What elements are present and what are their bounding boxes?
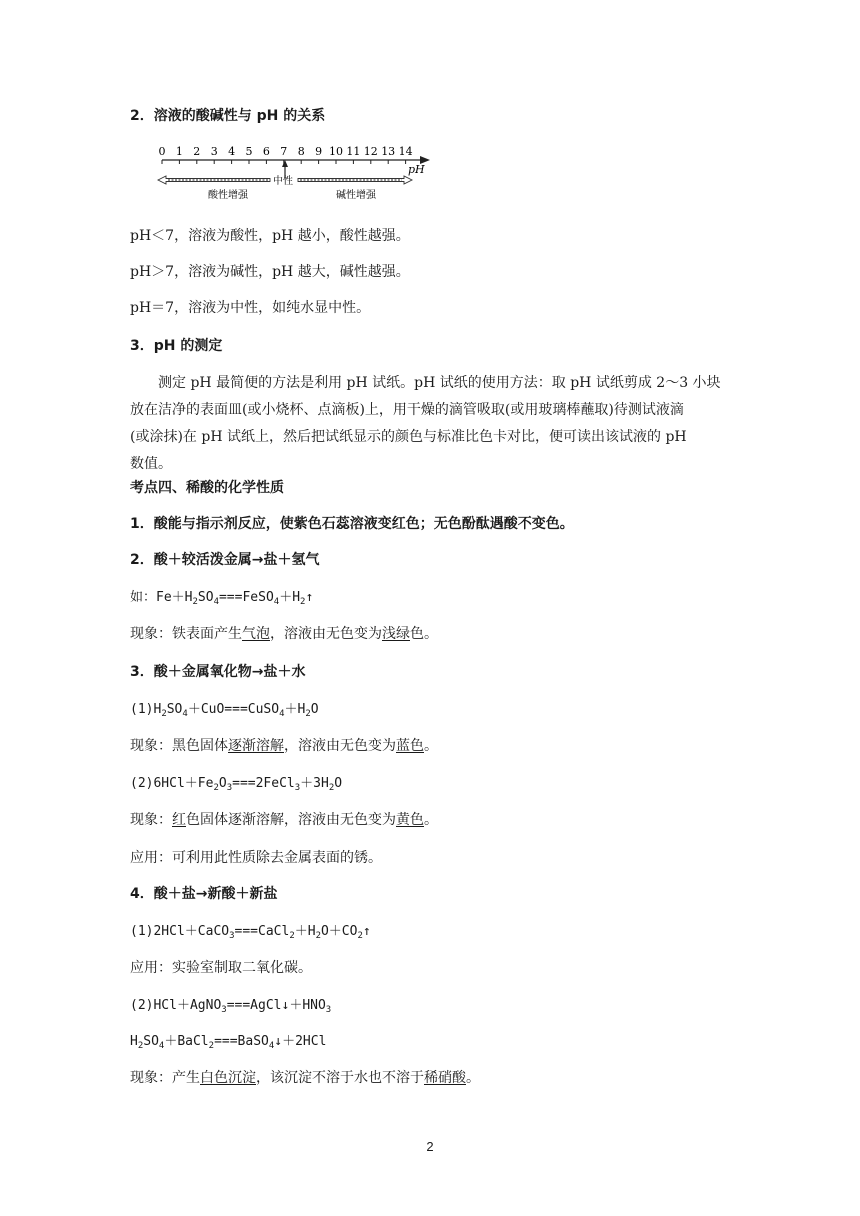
bacl2-equation: $H_2SO_4+BaCl_2===BaSO_4↓+2HCl$ — [130, 1034, 327, 1051]
page-number: 2 — [426, 1139, 434, 1154]
fe-h2so4-equation: 如：$Fe+H_2SO_4===FeSO_4+H_2↑$ — [130, 590, 314, 607]
acid-label: 酸性增强 — [208, 190, 248, 201]
ph-tick-label: 7 — [280, 145, 288, 158]
paragraph-line: 放在洁净的表面皿(或小烧杯、点滴板)上，用干燥的滴管吸取(或用玻璃棒蘸取)待测试液滴 — [130, 402, 684, 418]
kaodian-heading: 考点四、稀酸的化学性质 — [130, 480, 284, 496]
fe-phenomenon: 现象：铁表面产生气泡，溶液由无色变为浅绿色。 — [130, 626, 438, 642]
ph-tick-label: 13 — [381, 145, 396, 158]
ph-tick-label: 4 — [228, 145, 236, 158]
rust-application: 应用：可利用此性质除去金属表面的锈。 — [130, 850, 382, 866]
base-label: 碱性增强 — [336, 190, 376, 201]
ph-measure-paragraph — [130, 370, 732, 478]
ph-tick-label: 2 — [193, 145, 201, 158]
agno3-equation: $(2)HCl+AgNO_3===AgCl↓+HNO_3$ — [130, 998, 332, 1015]
acid-arrow — [158, 176, 270, 184]
paragraph-line: 数值。 — [130, 456, 172, 472]
fe2o3-phenomenon: 现象：红色固体逐渐溶解，溶液由无色变为黄色。 — [130, 812, 438, 828]
co2-application: 应用：实验室制取二氧化碳。 — [130, 960, 312, 976]
ph-tick-labels — [159, 145, 413, 158]
cuo-equation: $(1)H_2SO_4+CuO===CuSO_4+H_2O$ — [130, 702, 319, 719]
cuo-phenomenon: 现象：黑色固体逐渐溶解，溶液由无色变为蓝色。 — [130, 738, 438, 754]
ph-tick-label: 3 — [210, 145, 218, 158]
ph-tick-label: 9 — [315, 145, 323, 158]
neutral-label: 中性 — [273, 176, 293, 187]
ph-tick-label: 6 — [262, 145, 270, 158]
ph-tick-label: 12 — [363, 145, 378, 158]
ph-tick-label: 8 — [297, 145, 305, 158]
acid-salt-heading: 4．酸＋盐→新酸＋新盐 — [130, 886, 278, 902]
ph-tick-label: 0 — [158, 145, 166, 158]
section-heading-ph-relation: 2．溶液的酸碱性与 pH 的关系 — [130, 108, 326, 124]
paragraph-line: 测定 pH 最简便的方法是利用 pH 试纸。pH 试纸的使用方法：取 pH 试纸剪成 2～3 小块 — [158, 375, 721, 391]
neutral-pointer-head — [282, 160, 288, 167]
ph-scale-diagram — [152, 140, 442, 202]
acid-metal-heading: 2．酸＋较活泼金属→盐＋氢气 — [130, 552, 320, 568]
rule-neutral: pH＝7，溶液为中性，如纯水显中性。 — [130, 300, 371, 316]
acid-oxide-heading: 3．酸＋金属氧化物→盐＋水 — [130, 664, 306, 680]
acid-indicator-point: 1．酸能与指示剂反应，使紫色石蕊溶液变红色；无色酚酞遇酸不变色。 — [130, 516, 574, 532]
paragraph-line: (或涂抹)在 pH 试纸上，然后把试纸显示的颜色与标准比色卡对比，便可读出该试液的 pH — [130, 429, 687, 445]
ph-tick-label: 1 — [175, 145, 183, 158]
section-heading-ph-measure: 3．pH 的测定 — [130, 338, 223, 354]
caco3-equation: $(1)2HCl+CaCO_3===CaCl_2+H_2O+CO_2↑$ — [130, 924, 371, 941]
ph-tick-label: 10 — [329, 145, 343, 158]
ph-axis-label: pH — [408, 163, 425, 176]
ph-tick-label: 11 — [346, 145, 361, 158]
ph-tick-label: 14 — [398, 145, 413, 158]
base-arrow — [298, 176, 412, 184]
rule-acidic: pH＜7，溶液为酸性，pH 越小，酸性越强。 — [130, 228, 410, 244]
fe2o3-equation: $(2)6HCl+Fe_2O_3===2FeCl_3+3H_2O$ — [130, 776, 343, 793]
rule-basic: pH＞7，溶液为碱性，pH 越大，碱性越强。 — [130, 264, 410, 280]
precipitate-phenomenon: 现象：产生白色沉淀，该沉淀不溶于水也不溶于稀硝酸。 — [130, 1070, 480, 1086]
ph-tick-label: 5 — [245, 145, 253, 158]
